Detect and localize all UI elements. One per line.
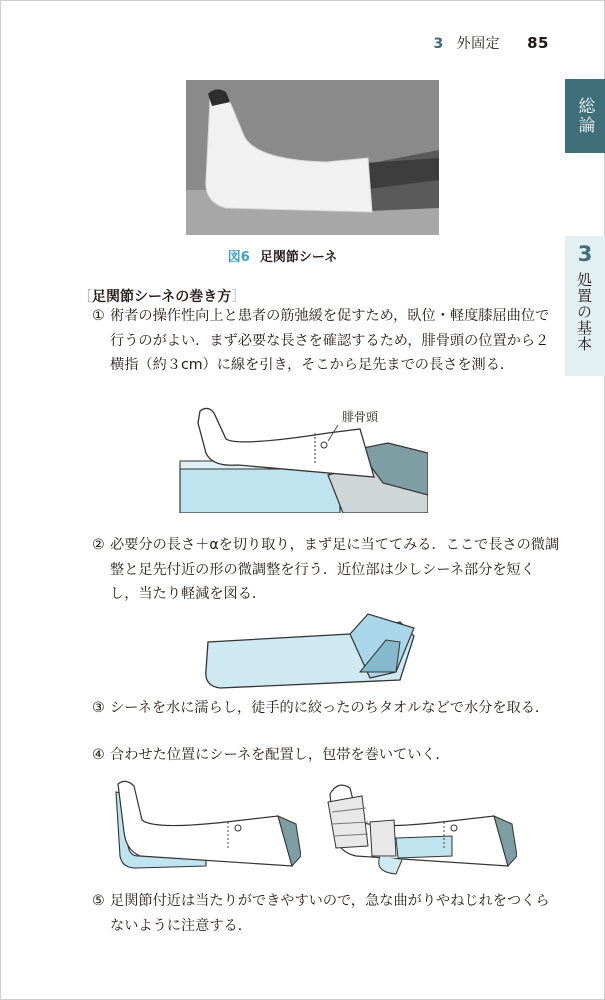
section-heading-text: 足関節シーネの巻き方 <box>92 289 232 305</box>
section-heading: ［足関節シーネの巻き方］ <box>78 289 246 305</box>
fibula-head-label: 腓骨頭 <box>342 410 379 424</box>
side-tab-procedures-label: 処置の基本 <box>575 272 593 352</box>
page-number: 85 <box>527 34 549 52</box>
step-4 <box>92 743 562 768</box>
figure-number: 図6 <box>227 250 250 265</box>
step-marker: ⑤ <box>92 893 105 909</box>
figure-caption <box>0 246 565 265</box>
bandaging-illustration <box>322 776 517 881</box>
running-header <box>433 33 549 53</box>
step-marker: ④ <box>92 747 105 763</box>
side-tab-general[interactable] <box>565 79 605 153</box>
step-2 <box>92 533 562 607</box>
side-tab-procedures[interactable] <box>565 236 605 376</box>
step-text: 足関節付近は当たりができやすいので，急な曲がりやねじれをつくらないように注意する． <box>110 893 550 934</box>
leg-measurement-illustration <box>178 403 428 513</box>
step-text: 術者の操作性向上と患者の筋弛緩を促すため，臥位・軽度膝屈曲位で行うのがよい．まず必要な長さを確認するため，腓骨頭の位置から２横指（約３cm）に線を引き，そこから足先までの長さを測る． <box>110 308 550 374</box>
step-text: シーネを水に濡らし，徒手的に絞ったのちタオルなどで水分を取る． <box>110 700 550 716</box>
step-1 <box>92 304 562 378</box>
step-3 <box>92 696 562 721</box>
side-tab-number: 3 <box>577 242 593 266</box>
step-marker: ② <box>92 537 105 553</box>
step-marker: ③ <box>92 700 105 716</box>
step-text: 合わせた位置にシーネを配置し，包帯を巻いていく． <box>110 747 450 763</box>
step-5 <box>92 889 562 938</box>
splint-material-illustration <box>200 612 420 692</box>
step-text: 必要分の長さ＋αを切り取り，まず足に当ててみる．ここで長さの微調整と足先付近の形の微調整を行う．近位部は少しシーネ部分を短くし，当たり軽減を図る． <box>110 537 560 603</box>
step-marker: ① <box>92 308 105 324</box>
figure-title: 足関節シーネ <box>259 250 338 265</box>
side-tab-general-label: 総論 <box>574 97 595 135</box>
splint-placement-illustration <box>106 776 301 881</box>
chapter-title: 外固定 <box>456 36 501 52</box>
ankle-splint-photo <box>186 80 439 235</box>
chapter-number: 3 <box>433 36 444 52</box>
